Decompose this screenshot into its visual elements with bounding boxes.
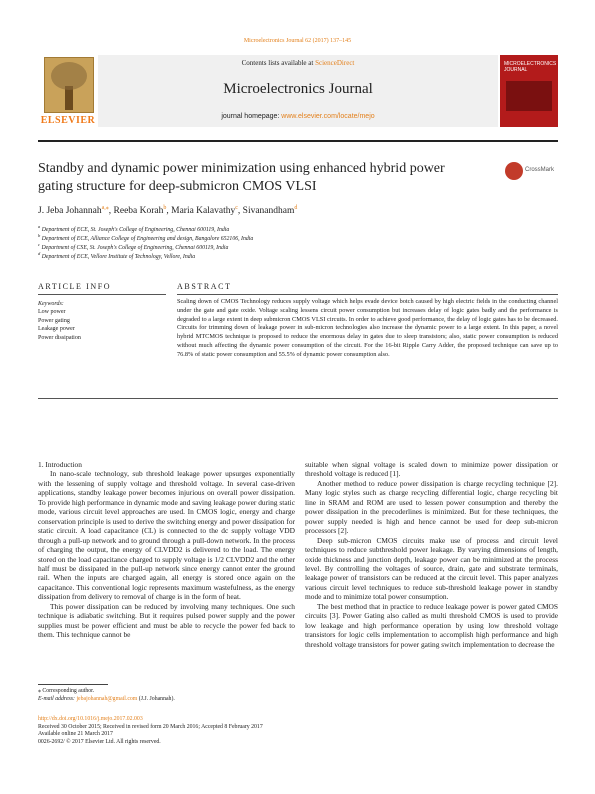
author-affiliation-marker[interactable]: a,⁎ bbox=[101, 205, 109, 211]
keyword: Power gating bbox=[38, 317, 70, 324]
journal-homepage bbox=[98, 113, 498, 120]
journal-citation[interactable]: Microelectronics Journal 62 (2017) 137–145 bbox=[243, 38, 352, 44]
affiliation-text: Department of ECE, Alliance College of Engineering and design, Bangalore 652106, India bbox=[41, 235, 254, 242]
contents-prefix: Contents lists available at bbox=[241, 59, 316, 67]
cover-picture bbox=[506, 81, 552, 111]
homepage-link[interactable]: www.elsevier.com/locate/mejo bbox=[281, 113, 375, 120]
body-column-left bbox=[38, 460, 295, 640]
author-name[interactable]: Maria Kalavathy bbox=[171, 206, 236, 217]
email-label: E-mail address: bbox=[38, 695, 77, 702]
author-list: J. Jeba Johannah$^{a,⁎}$, Reeba Korah$^b$, Maria Kalavathy$^c$, Sivanandham$^d$ bbox=[38, 205, 298, 217]
body-paragraph: suitable when signal voltage is scaled down to minimize power dissipation or threshold voltage is reduced [1]. bbox=[305, 460, 558, 479]
keywords-block bbox=[38, 300, 148, 342]
author-affiliation-marker[interactable]: b bbox=[163, 205, 167, 211]
publisher-name: ELSEVIER bbox=[40, 115, 96, 126]
affiliation bbox=[38, 224, 338, 233]
body-column-right bbox=[305, 460, 558, 649]
author-name[interactable]: Reeba Korah bbox=[113, 206, 164, 217]
abstract-rule bbox=[177, 294, 558, 295]
affiliation-marker: b bbox=[38, 233, 41, 238]
elsevier-tree-icon bbox=[44, 57, 94, 113]
abstract-bottom-rule bbox=[38, 398, 558, 399]
body-paragraph: This power dissipation can be reduced by involving many techniques. One such technique is adiabatic switching. But it requires pulsed power supply and the power supplies must be power efficient and must be able to recycle the power fed back to them. This technique cannot be bbox=[38, 601, 295, 640]
email-suffix: (J.J. Johannah). bbox=[137, 695, 175, 702]
keyword: Power dissipation bbox=[38, 334, 81, 341]
available-online: Available online 21 March 2017 bbox=[38, 731, 113, 738]
abstract-text: Scaling down of CMOS Technology reduces supply voltage which helps evade device botch caused by high electric fields in the conducting channel under the gate and gate oxide. Voltage scaling lessens circuit power consumption but increases delay of logic gates badly and the performance is degraded to a large extent in deep submicron CMOS VLSI circuits. In order to achieve good performance, the delay of logic gates has to be decreased. Circuits for trimming down of leakage power in sub-micron technologies also increase the dynamic power to a large extent. In this paper, a novel hybrid MTCMOS technique is proposed to reduce the enormous delay in gates due to sleep transistors; also, static power consumption is reduced without much affecting the dynamic power consumption of the circuit. For the 16-bit Ripple Carry Adder, the proposed technique can save up to 76.8% of static power consumption and 55.5% of dynamic power consumption also. bbox=[177, 298, 558, 358]
email-line bbox=[38, 696, 338, 704]
corresponding-author-note: ⁎ Corresponding author. bbox=[38, 688, 95, 694]
keyword: Low power bbox=[38, 309, 66, 316]
copyright: 0026-2692/ © 2017 Elsevier Ltd. All rights reserved. bbox=[38, 738, 161, 745]
cover-title: MICROELECTRONICS JOURNAL bbox=[504, 61, 557, 73]
body-paragraph: The best method that in practice to reduce leakage power is power gated CMOS circuits [3]. Power Gating also called as multi threshold CMOS is used to provide low leakage and high performance operation by using low threshold voltage transistors for logic cells implementation to accomplish high performance and high threshold voltage transistors for power gating switch implementation to decrease the bbox=[305, 601, 558, 649]
received-dates: Received 30 October 2015; Received in revised form 20 March 2016; Accepted 8 February 2017 bbox=[38, 723, 263, 730]
footnote-rule bbox=[38, 684, 108, 685]
affiliation-text: Department of ECE, St. Joseph's College of Engineering, Chennai 600119, India bbox=[41, 226, 230, 233]
elsevier-logo bbox=[38, 55, 98, 127]
affiliation-marker: c bbox=[38, 242, 40, 247]
section-title: 1. Introduction bbox=[38, 460, 82, 469]
keyword: Leakage power bbox=[38, 326, 75, 333]
affiliation-text: Department of ECE, Vellore Institute of Technology, Vellore, India bbox=[41, 253, 196, 260]
header-divider bbox=[38, 140, 558, 142]
article-metadata bbox=[38, 716, 438, 746]
footnotes bbox=[38, 688, 338, 703]
affiliation-marker: a bbox=[38, 224, 41, 229]
affiliation bbox=[38, 242, 338, 251]
body-paragraph: Deep sub-micron CMOS circuits make use of process and circuit level techniques to reduce subthreshold power leakage. By varying dimensions of length, oxide thickness and junction depth, leakage power can be minimized at the process level. By controlling the voltages of source, drain, gate and substrate terminals, leakage power of transistors can be reduced at the circuit level. This paper analyzes various circuit level techniques to reduce sub-threshold leakage power in standby mode and to minimize total power consumption. bbox=[305, 535, 558, 602]
body-paragraph: In nano-scale technology, sub threshold leakage power upsurges exponentially with the lessening of supply voltage and threshold voltage. In several case-driven applications, standby leakage power becomes injurious on overall power dissipation. To provide high performance in dynamic mode and saving leakage power during static mode, various circuit level approaches are used. In CMOS logic, energy and charge conservation principle is used to derive the switching energy and power dissipation for static circuit. A load capacitance (CL) is connected to the dc supply voltage VDD through a pull-up network and to ground through a pull-down network. In the process of charging the output, the energy of CLVDD2 is delivered to the load. The energy stored on the load capacitance charged to supply voltage is 1/2 CLVDD2 and the other half must be dissipated in the pull-up network since energy cannot enter the ground rail. When the inputs are charged again, all energy is stored once again on the capacitance. This conventional logic represents maximum wastefulness, as the energy dissipation from delivery to removal of charge is in the form of heat. bbox=[38, 469, 295, 602]
article-info-heading: ARTICLE INFO bbox=[38, 282, 112, 291]
crossmark-badge[interactable] bbox=[505, 162, 557, 182]
crossmark-icon bbox=[505, 162, 523, 180]
affiliation-marker: d bbox=[38, 251, 41, 256]
journal-name: Microelectronics Journal bbox=[223, 81, 373, 97]
author-affiliation-marker[interactable]: d bbox=[294, 205, 298, 211]
crossmark-label: CrossMark bbox=[525, 167, 555, 173]
paper-title: Standby and dynamic power minimization using enhanced hybrid power gating structure for deep-submicron CMOS VLSI bbox=[38, 161, 445, 194]
email-link[interactable]: jebajohannah@gmail.com bbox=[76, 695, 138, 702]
journal-header bbox=[98, 55, 498, 127]
author-name[interactable]: J. Jeba Johannah bbox=[38, 206, 102, 217]
contents-line bbox=[98, 59, 498, 67]
affiliation bbox=[38, 251, 338, 260]
keywords-label: Keywords: bbox=[38, 301, 64, 307]
author-affiliation-marker[interactable]: c bbox=[235, 205, 238, 211]
body-paragraph: Another method to reduce power dissipation is charge recycling technique [2]. Many logic styles such as charge recycling differential logic, charge recycling bit line in SRAM and ROM are used to lessen power consumption and thereby the power dissipation in the precoderlines is minimized. But for these techniques, the power supply needed is high and hence cannot be used for deep sub-micron processors [2]. bbox=[305, 478, 558, 536]
article-info-rule bbox=[38, 294, 166, 295]
journal-cover-image bbox=[500, 55, 558, 127]
homepage-prefix: journal homepage: bbox=[221, 113, 282, 120]
author-name[interactable]: Sivanandham bbox=[242, 206, 295, 217]
abstract-heading: ABSTRACT bbox=[177, 282, 232, 291]
doi-link[interactable]: http://dx.doi.org/10.1016/j.mejo.2017.02.003 bbox=[38, 716, 143, 722]
affiliation bbox=[38, 233, 338, 242]
affiliation-text: Department of CSE, St. Joseph's College of Engineering, Chennai 600119, India bbox=[41, 244, 229, 251]
sciencedirect-link[interactable]: ScienceDirect bbox=[315, 59, 355, 67]
